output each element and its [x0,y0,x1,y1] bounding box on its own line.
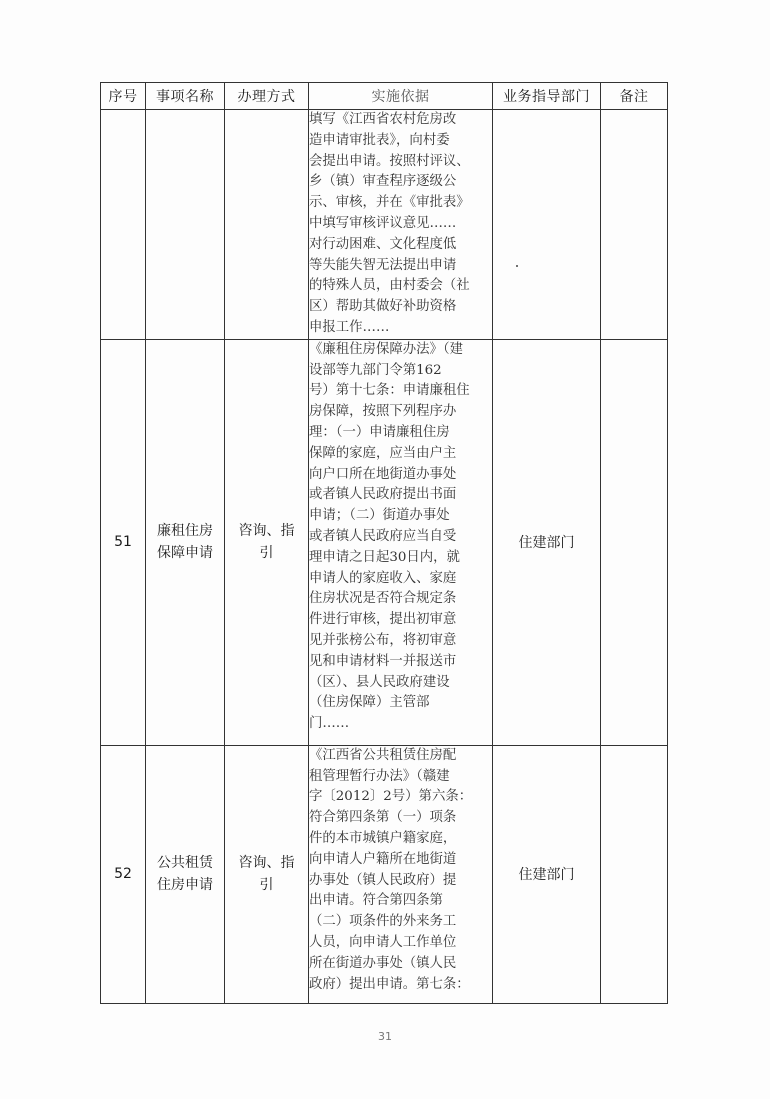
row-item-name: 公共租赁 住房申请 [146,745,225,1003]
row-item-name [146,110,225,340]
table-row [101,339,668,745]
row-item-name: 廉租住房 保障申请 [146,339,225,745]
row-dept: 住建部门 [493,339,601,745]
row-dept [493,110,601,340]
header-item-name: 事项名称 [146,83,225,110]
table-header-row [101,83,668,110]
service-items-table [100,82,668,1004]
row-seq: 51 [101,339,146,745]
table-row [101,110,668,340]
scan-speck [516,265,518,267]
header-seq: 序号 [101,83,146,110]
table-row [101,745,668,1003]
header-method: 办理方式 [225,83,309,110]
row-note [601,745,668,1003]
row-note [601,110,668,340]
page-number: 31 [378,1030,392,1043]
header-note: 备注 [601,83,668,110]
row-seq [101,110,146,340]
row-note [601,339,668,745]
row-basis: 《廉租住房保障办法》（建 设部等九部门令第162 号）第十七条：申请廉租住 房保障，按照下列程序办 理：（一）申请廉租住房 保障的家庭，应当由户主 向户口所在地街道办事处 或者镇人民政府提出书面 申请；（二）街道办事处 或者镇人民政府应当自受 理申请之日起30日内，就 申请人的家庭收入、家庭 住房状况是否符合规定条 件进行审核，提出初审意 见并张榜公布，将初审意 见和申请材料一并报送市 （区）、县人民政府建设 （住房保障）主管部 门…… [309,339,493,745]
header-basis: 实施依据 [309,83,493,110]
header-dept: 业务指导部门 [493,83,601,110]
row-basis: 填写《江西省农村危房改 造申请审批表》，向村委 会提出申请。按照村评议、 乡（镇）审查程序逐级公 示、审核，并在《审批表》 中填写审核评议意见…… 对行动困难、文化程度低 等失能失智无法提出申请 的特殊人员，由村委会（社 区）帮助其做好补助资格 申报工作…… [309,110,493,340]
row-method [225,110,309,340]
row-seq: 52 [101,745,146,1003]
row-method: 咨询、指 引 [225,339,309,745]
row-basis: 《江西省公共租赁住房配 租管理暂行办法》（赣建 字〔2012〕2号）第六条： 符合第四条第（一）项条 件的本市城镇户籍家庭， 向申请人户籍所在地街道 办事处（镇人民政府）提 出申请。符合第四条第 （二）项条件的外来务工 人员，向申请人工作单位 所在街道办事处（镇人民 政府）提出申请。第七条： [309,745,493,1003]
row-dept: 住建部门 [493,745,601,1003]
row-method: 咨询、指 引 [225,745,309,1003]
